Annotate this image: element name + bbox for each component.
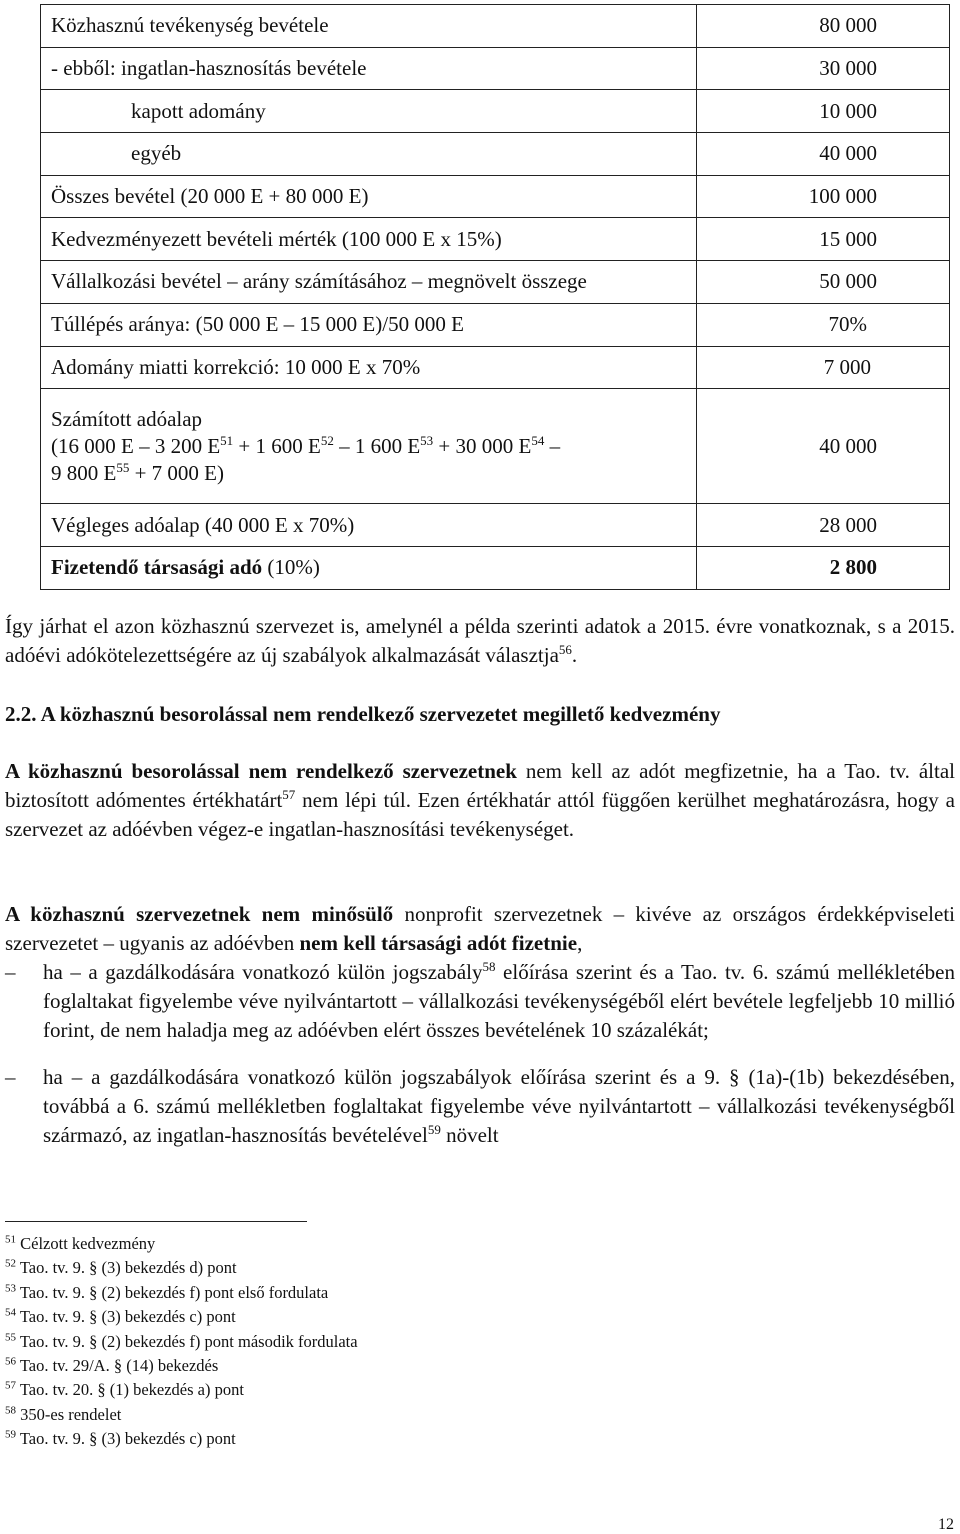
row-value: 40 000	[697, 133, 950, 176]
row-value: 50 000	[697, 261, 950, 304]
table-row	[41, 90, 950, 133]
footnotes	[5, 1232, 358, 1452]
row-label: Adomány miatti korrekció: 10 000 E x 70%	[41, 346, 697, 389]
footnote-number: 51	[5, 1233, 16, 1246]
row-label: kapott adomány	[41, 90, 697, 133]
computed-base-line-3	[51, 460, 686, 487]
row-value: 10 000	[697, 90, 950, 133]
page-number: 12	[938, 1516, 954, 1533]
row-value: 70%	[697, 303, 950, 346]
footnote-number: 56	[5, 1355, 16, 1368]
row-value: 15 000	[697, 218, 950, 261]
footnote-number: 52	[5, 1257, 16, 1270]
section-heading: 2.2. A közhasznú besorolással nem rendelkező szervezetet megillető kedvezmény	[5, 702, 721, 726]
paragraph-text: ,	[577, 931, 583, 955]
tax-payable-label: Fizetendő társasági adó	[51, 555, 263, 580]
paragraph-bold: A közhasznú szervezetnek nem minősülő	[5, 902, 394, 926]
row-label: Végleges adóalap (40 000 E x 70%)	[41, 504, 697, 547]
footnote-number: 59	[5, 1428, 16, 1441]
footnote	[5, 1354, 358, 1378]
footnote-text: Tao. tv. 20. § (1) bekezdés a) pont	[16, 1380, 244, 1400]
paragraph-text: nonprofit szervezetnek – kivéve az országos érdekképviseleti szervezetet – ugyanis az adóévben	[5, 902, 955, 955]
row-label: Kedvezményezett bevételi mérték (100 000 E x 15%)	[41, 218, 697, 261]
row-value: 7 000	[697, 346, 950, 389]
table-row	[41, 218, 950, 261]
paragraph-text: nem kell az adót megfizetnie, ha a Tao. tv. által biztosított adómentes értékhatárt	[5, 759, 955, 812]
computed-base-line-1: Számított adóalap	[51, 406, 203, 431]
footnote-ref: 55	[116, 459, 130, 475]
row-label: Vállalkozási bevétel – arány számításához – megnövelt összege	[41, 261, 697, 304]
formula-part: + 7 000 E)	[129, 460, 224, 485]
footnote	[5, 1330, 358, 1354]
footnote-text: Tao. tv. 9. § (2) bekezdés f) pont első fordulata	[16, 1282, 329, 1302]
row-value: 30 000	[697, 47, 950, 90]
footnote-ref: 53	[420, 432, 434, 448]
list-item	[5, 1063, 955, 1150]
list-item-text: előírása szerint és a Tao. tv. 6. számú mellékletében foglaltakat figyelembe véve nyilvántartott – vállalkozási tevékenységéből elért bevétele legfeljebb 10 millió forint, de nem haladja meg az adóévben elért összes bevételének 10 százalékát;	[43, 960, 955, 1042]
footnote-ref: 54	[531, 432, 545, 448]
footnote	[5, 1281, 358, 1305]
computed-base-line-2	[51, 433, 686, 460]
footnote-number: 55	[5, 1331, 16, 1344]
footnote-ref: 59	[427, 1122, 441, 1137]
footnote-number: 53	[5, 1282, 16, 1295]
footnote	[5, 1305, 358, 1329]
footnote-text: Célzott kedvezmény	[16, 1234, 156, 1253]
table-row	[41, 133, 950, 176]
list-item	[5, 958, 955, 1045]
condition-list	[5, 958, 955, 1150]
row-value: 80 000	[697, 5, 950, 48]
row-label-computed-base	[41, 389, 697, 504]
paragraph-bold: A közhasznú besorolással nem rendelkező szervezetnek	[5, 759, 517, 783]
list-item-text: ha – a gazdálkodására vonatkozó külön jogszabály	[43, 960, 483, 984]
dash-bullet: –	[5, 1065, 16, 1089]
row-label: egyéb	[41, 133, 697, 176]
footnote-number: 57	[5, 1379, 16, 1392]
list-item-text: ha – a gazdálkodására vonatkozó külön jogszabályok előírása szerint és a 9. § (1a)-(1b) bekezdésében, továbbá a 6. számú mellékletben foglaltakat figyelembe véve nyilvántartott – vállalkozási tevékenységből származó, az ingatlan-hasznosítás bevételével	[43, 1065, 955, 1147]
footnote-ref: 57	[282, 787, 296, 802]
formula-part: 9 800 E	[51, 460, 117, 485]
row-label: Közhasznú tevékenység bevétele	[41, 5, 697, 48]
formula-part: – 1 600 E	[333, 433, 421, 458]
footnote-ref: 52	[320, 432, 334, 448]
paragraph-bold: nem kell társasági adót fizetnie	[299, 931, 578, 955]
footnote-number: 54	[5, 1306, 16, 1319]
footnote-text: Tao. tv. 9. § (2) bekezdés f) pont második fordulata	[16, 1331, 358, 1351]
table-row	[41, 546, 950, 589]
footnote	[5, 1256, 358, 1280]
paragraph-example-note	[5, 612, 955, 670]
footnote	[5, 1403, 358, 1427]
footnote	[5, 1232, 358, 1256]
table-row	[41, 5, 950, 48]
paragraph-text: Így járhat el azon közhasznú szervezet is, amelynél a példa szerinti adatok a 2015. évre vonatkoznak, s a 2015. adóévi adókötelezettségére az új szabályok alkalmazását választja	[5, 614, 955, 667]
paragraph-nonprofit	[5, 900, 955, 958]
row-value: 100 000	[697, 175, 950, 218]
table-row	[41, 47, 950, 90]
footnote-text: Tao. tv. 9. § (3) bekezdés c) pont	[16, 1429, 236, 1449]
row-value: 28 000	[697, 504, 950, 547]
footnote-number: 58	[5, 1404, 16, 1417]
footnote-text: 350-es rendelet	[16, 1404, 122, 1424]
table-row	[41, 175, 950, 218]
row-label: Összes bevétel (20 000 E + 80 000 E)	[41, 175, 697, 218]
formula-part: –	[544, 433, 561, 458]
tax-calculation-table	[40, 4, 950, 590]
row-label: - ebből: ingatlan-hasznosítás bevétele	[41, 47, 697, 90]
tax-rate-label: (10%)	[262, 555, 320, 580]
footnote-ref: 56	[558, 642, 572, 657]
row-value: 40 000	[697, 389, 950, 504]
table-row	[41, 346, 950, 389]
formula-part: + 30 000 E	[433, 433, 532, 458]
row-label: Túllépés aránya: (50 000 E – 15 000 E)/50 000 E	[41, 303, 697, 346]
footnote	[5, 1378, 358, 1402]
paragraph-text: nem lépi túl. Ezen értékhatár attól függően kerülhet meghatározásra, hogy a szervezet az adóévben végez-e ingatlan-hasznosítási tevékenységet.	[5, 788, 955, 841]
formula-part: (16 000 E – 3 200 E	[51, 433, 221, 458]
footnote-text: Tao. tv. 29/A. § (14) bekezdés	[16, 1356, 219, 1376]
table-row	[41, 389, 950, 504]
paragraph-text: .	[571, 643, 578, 667]
footnote-text: Tao. tv. 9. § (3) bekezdés d) pont	[16, 1258, 237, 1278]
formula-part: + 1 600 E	[233, 433, 321, 458]
row-label	[41, 546, 697, 589]
list-item-text: növelt	[440, 1123, 499, 1147]
paragraph-non-public-benefit	[5, 757, 955, 844]
footnote	[5, 1427, 358, 1451]
table-row	[41, 504, 950, 547]
table-row	[41, 261, 950, 304]
row-value: 2 800	[697, 546, 950, 589]
dash-bullet: –	[5, 960, 16, 984]
footnote-text: Tao. tv. 9. § (3) bekezdés c) pont	[16, 1307, 236, 1327]
footnote-ref: 58	[482, 959, 496, 974]
footnote-ref: 51	[220, 432, 234, 448]
footnote-separator	[5, 1221, 307, 1222]
table-row	[41, 303, 950, 346]
